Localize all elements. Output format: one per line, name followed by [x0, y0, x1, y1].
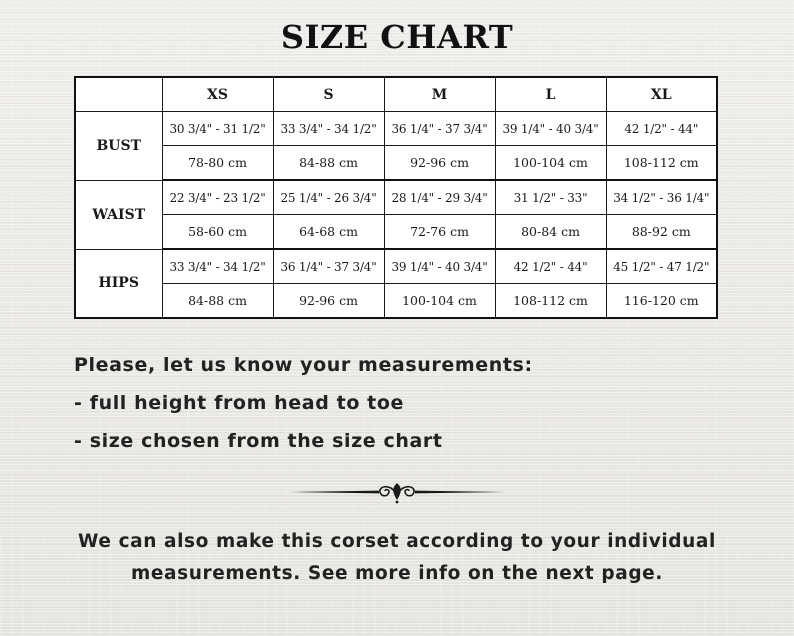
table-row-bust-cm: [75, 146, 717, 181]
custom-measurements-note: [60, 526, 734, 590]
cell-bust-xl-inches: 42 1/2" - 44": [606, 112, 717, 146]
header-xl: XL: [606, 77, 717, 112]
header-m: M: [384, 77, 495, 112]
page-title: SIZE CHART: [280, 18, 514, 56]
cell-bust-s-inches: 33 3/4" - 34 1/2": [273, 112, 384, 146]
cell-bust-xl-cm: 108-112 cm: [606, 146, 717, 181]
cell-waist-m-inches: 28 1/4" - 29 3/4": [384, 180, 495, 215]
header-l: L: [495, 77, 606, 112]
header-row: [75, 77, 717, 112]
header-xs: XS: [162, 77, 273, 112]
cell-waist-m-cm: 72-76 cm: [384, 215, 495, 250]
cell-bust-m-cm: 92-96 cm: [384, 146, 495, 181]
cell-bust-l-inches: 39 1/4" - 40 3/4": [495, 112, 606, 146]
table-row-waist-cm: [75, 215, 717, 250]
header-corner: [75, 77, 162, 112]
row-label-waist: WAIST: [75, 180, 162, 249]
instruction-item-height: - full height from head to toe: [74, 392, 405, 414]
cell-bust-l-cm: 100-104 cm: [495, 146, 606, 181]
measurement-instructions: [74, 346, 734, 460]
table-row-hips-cm: [75, 284, 717, 319]
cell-waist-xs-inches: 22 3/4" - 23 1/2": [162, 180, 273, 215]
cell-bust-s-cm: 84-88 cm: [273, 146, 384, 181]
table-row-waist-inches: [75, 180, 717, 215]
cell-waist-xs-cm: 58-60 cm: [162, 215, 273, 250]
cell-waist-s-inches: 25 1/4" - 26 3/4": [273, 180, 384, 215]
instructions-heading: Please, let us know your measurements:: [74, 354, 533, 376]
footer-line-2: measurements. See more info on the next page.: [131, 563, 663, 584]
flourish-divider-icon: [287, 478, 507, 506]
cell-hips-m-inches: 39 1/4" - 40 3/4": [384, 249, 495, 284]
cell-waist-l-cm: 80-84 cm: [495, 215, 606, 250]
instruction-item-size: - size chosen from the size chart: [74, 430, 443, 452]
row-label-hips: HIPS: [75, 249, 162, 318]
cell-waist-l-inches: 31 1/2" - 33": [495, 180, 606, 215]
cell-bust-xs-inches: 30 3/4" - 31 1/2": [162, 112, 273, 146]
cell-waist-xl-cm: 88-92 cm: [606, 215, 717, 250]
cell-hips-l-cm: 108-112 cm: [495, 284, 606, 319]
size-chart-table: [74, 76, 718, 319]
footer-line-1: We can also make this corset according to your individual: [78, 531, 716, 552]
cell-hips-xs-cm: 84-88 cm: [162, 284, 273, 319]
row-label-bust: BUST: [75, 112, 162, 181]
cell-hips-xs-inches: 33 3/4" - 34 1/2": [162, 249, 273, 284]
cell-waist-s-cm: 64-68 cm: [273, 215, 384, 250]
header-s: S: [273, 77, 384, 112]
cell-hips-l-inches: 42 1/2" - 44": [495, 249, 606, 284]
table-row-bust-inches: [75, 112, 717, 146]
cell-bust-xs-cm: 78-80 cm: [162, 146, 273, 181]
cell-waist-xl-inches: 34 1/2" - 36 1/4": [606, 180, 717, 215]
cell-hips-s-inches: 36 1/4" - 37 3/4": [273, 249, 384, 284]
cell-hips-s-cm: 92-96 cm: [273, 284, 384, 319]
table-row-hips-inches: [75, 249, 717, 284]
cell-hips-xl-cm: 116-120 cm: [606, 284, 717, 319]
cell-hips-m-cm: 100-104 cm: [384, 284, 495, 319]
cell-hips-xl-inches: 45 1/2" - 47 1/2": [606, 249, 717, 284]
cell-bust-m-inches: 36 1/4" - 37 3/4": [384, 112, 495, 146]
